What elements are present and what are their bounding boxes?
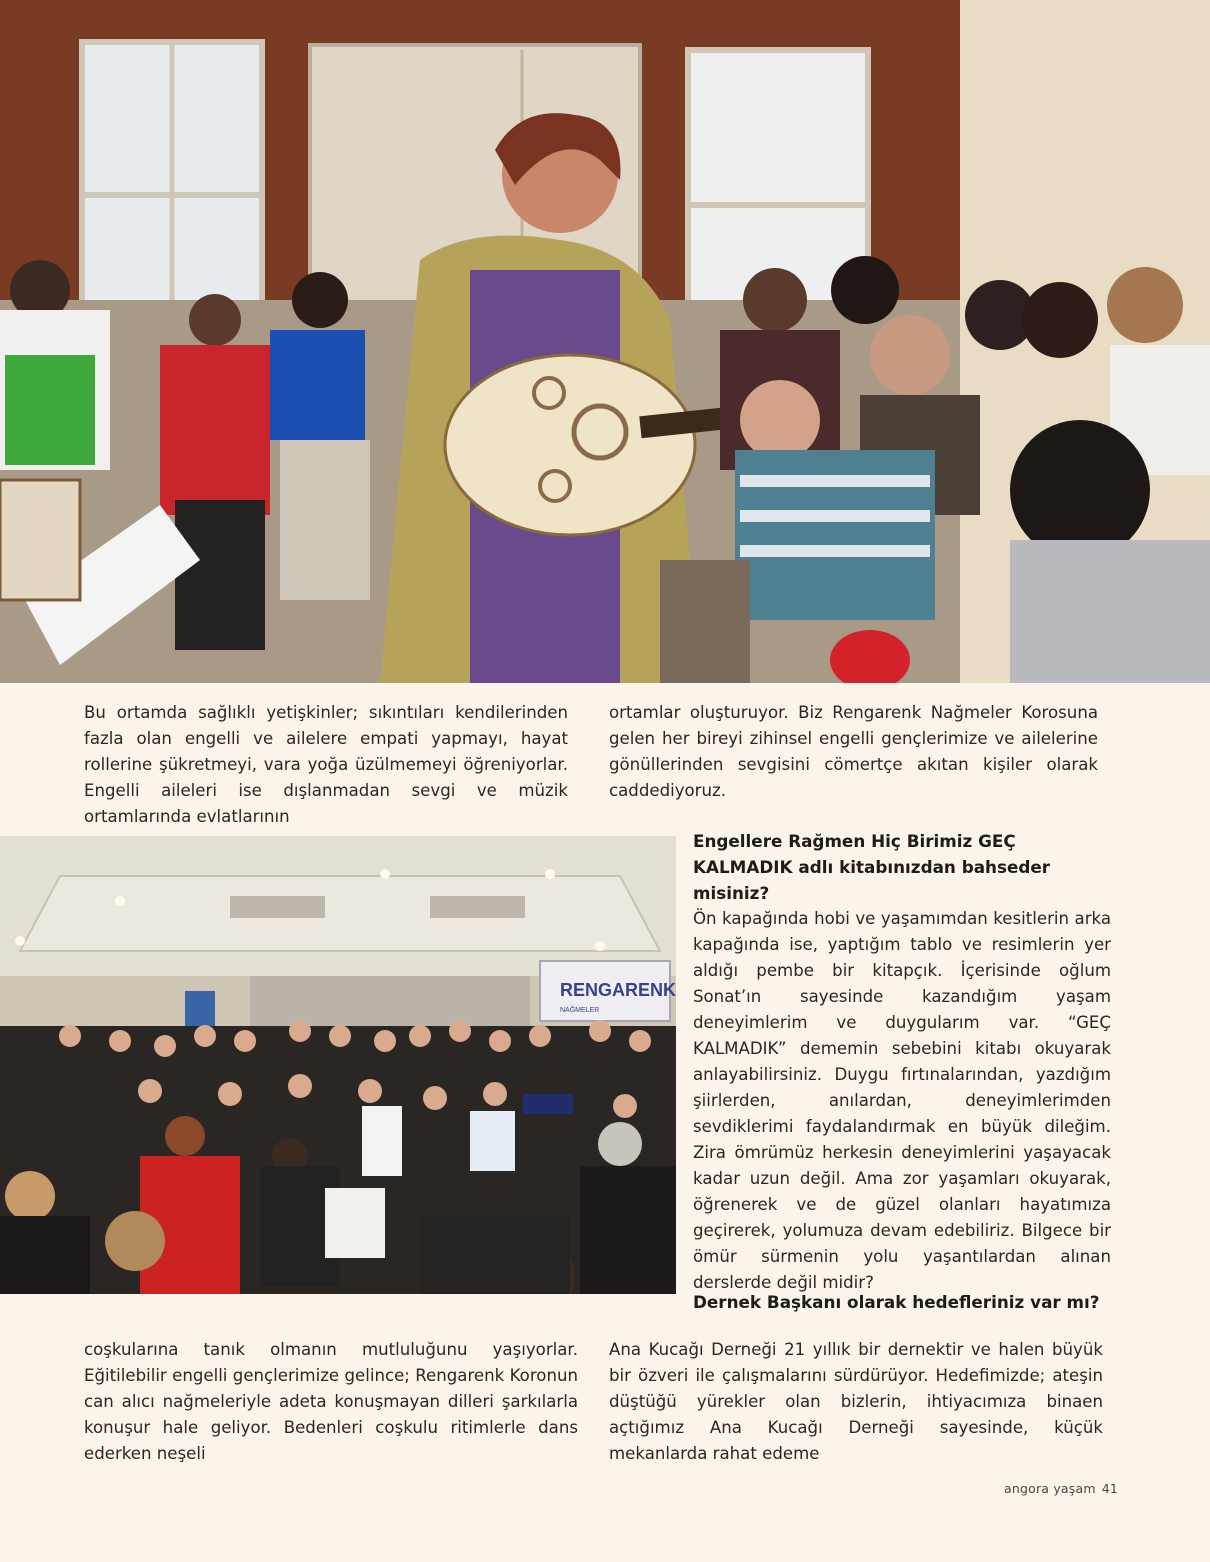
photo-choir-performance	[0, 836, 676, 1294]
page-number: 41	[1101, 1481, 1119, 1496]
photo-choir-illustration	[0, 836, 676, 1294]
article-paragraph: ortamlar oluşturuyor. Biz Rengarenk Nağmeler Korosuna gelen her bireyi zihinsel engelli gençlerimize ve ailelerine gönüllerinden sevgisini cömertçe akıtan kişiler olarak caddediyoruz.	[609, 703, 1098, 800]
magazine-name: angora yaşam	[1004, 1481, 1096, 1496]
banner-subtext: NAĞMELER	[560, 1007, 600, 1014]
article-paragraph: Bu ortamda sağlıklı yetişkinler; sıkıntıları kendilerinden fazla olan engelli ve ailelere empati yapmayı, hayat rollerine şükretmeyi, vara yoğa üzülmemeyi öğreniyorlar. Engelli aileleri ise dışlanmadan sevgi ve müzik ortamlarında evlatlarının	[84, 703, 568, 826]
banner-text: RENGARENK	[560, 980, 676, 1000]
article-column-1-top	[84, 700, 568, 830]
question-heading-2: Dernek Başkanı olarak hedefleriniz var mı?	[693, 1292, 1100, 1312]
question-heading-1: Engellere Rağmen Hiç Birimiz GEÇ KALMADIK adlı kitabınızdan bahseder misiniz?	[693, 831, 1051, 903]
answer-paragraph-1: Ön kapağında hobi ve yaşamımdan kesitlerin arka kapağında ise, yaptığım tablo ve resimlerin yer aldığı pembe bir kitapçık. İçerisinde oğlum Sonat’ın sayesinde kazandığım yaşam deneyimlerim ve duygularım var. “GEÇ KALMADIK” dememin sebebini kitabı okuyarak anlayabilirsiniz. Duygu fırtınalarından, yazdığım şiirlerden, anılardan, deneyimlerimden sevdiklerimi faydalandırmak en büyük dileğim. Zira ömrümüz herkesin deneyimlerini yaşayacak kadar uzun değil. Ama zor yaşamları okuyarak, öğrenerek ve de güzel olanları hayatımıza geçirerek, yolumuza devam edebiliriz. Bilgece bir ömür sürmenin yolu yaşantılardan alınan derslerde değil midir?	[693, 909, 1111, 1292]
page-footer	[1004, 1481, 1118, 1496]
article-column-2-top	[609, 700, 1098, 804]
photo-oud-player-illustration	[0, 0, 1210, 683]
article-column-qa	[693, 828, 1111, 1296]
article-paragraph: coşkularına tanık olmanın mutluluğunu yaşıyorlar. Eğitilebilir engelli gençlerimize gelince; Rengarenk Koronun can alıcı nağmeleriyle adeta konuşmayan dilleri şarkılarla konuşur hale geliyor. Bedenleri coşkulu ritimlerle dans ederken neşeli	[84, 1340, 578, 1463]
article-column-2-bottom	[609, 1337, 1103, 1467]
photo-oud-player	[0, 0, 1210, 683]
article-column-1-bottom	[84, 1337, 578, 1467]
article-paragraph: Ana Kucağı Derneği 21 yıllık bir dernektir ve halen büyük bir özveri ile çalışmalarını sürdürüyor. Hedefimizde; ateşin düştüğü yürekler olan bizlerin, ihtiyacımıza binaen açtığımız Ana Kucağı Derneği sayesinde, küçük mekanlarda rahat edeme	[609, 1340, 1103, 1463]
